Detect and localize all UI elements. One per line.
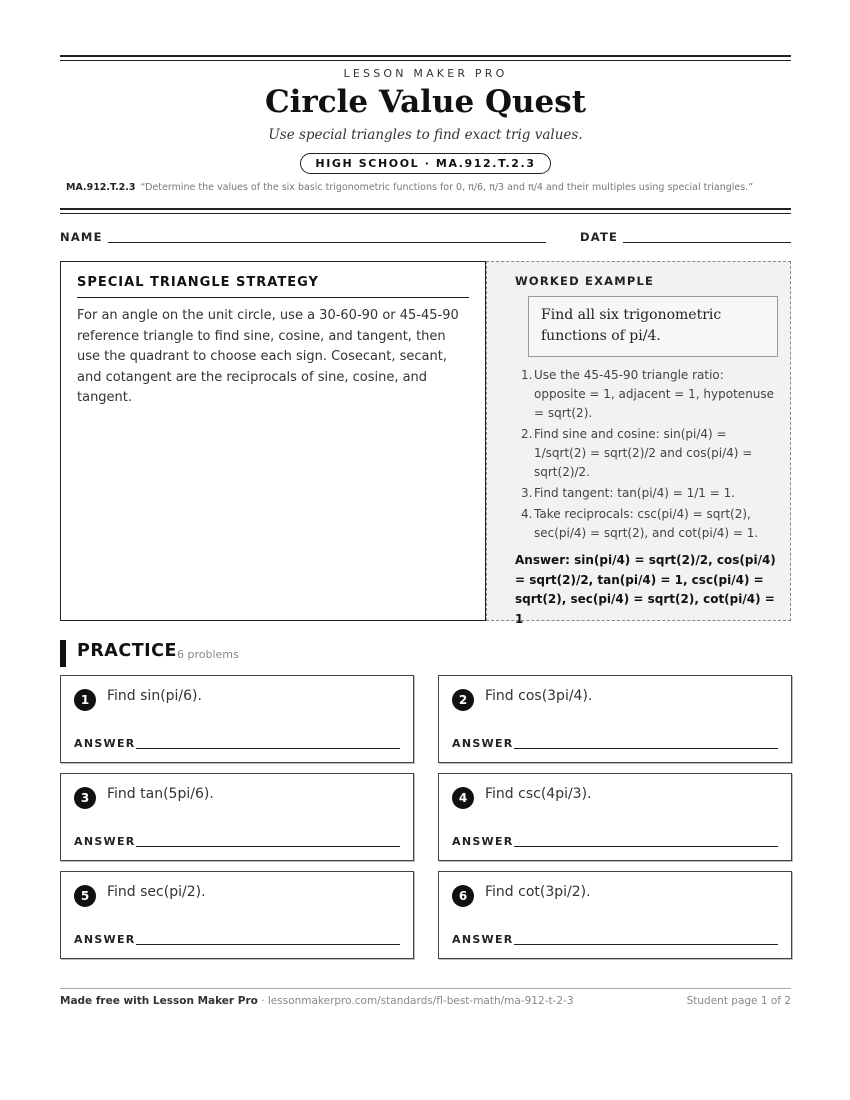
answer-field[interactable] (514, 944, 778, 945)
answer-label: ANSWER (452, 835, 514, 848)
problem-card-5 (60, 871, 414, 959)
step-number: 3. (521, 486, 533, 500)
worked-example-prompt: Find all six trigonometric functions of pi/4. (528, 296, 778, 357)
step-text: Find sine and cosine: sin(pi/4) = 1/sqrt(2) = sqrt(2)/2 and cos(pi/4) = sqrt(2)/2. (534, 427, 753, 479)
problem-question: Find cos(3pi/4). (485, 688, 593, 704)
worksheet-page (60, 0, 791, 1100)
answer-label: ANSWER (452, 737, 514, 750)
badge-wrap (60, 152, 791, 174)
answer-label: ANSWER (74, 933, 136, 946)
step-item (515, 505, 777, 543)
answer-label: ANSWER (74, 737, 136, 750)
step-item (515, 484, 777, 503)
problem-card-3 (60, 773, 414, 861)
grade-standard-badge: HIGH SCHOOL · MA.912.T.2.3 (300, 153, 550, 174)
problem-question: Find cot(3pi/2). (485, 884, 591, 900)
practice-title: PRACTICE (77, 641, 177, 661)
brand-name: LESSON MAKER PRO (343, 67, 508, 80)
top-rule (60, 55, 791, 57)
step-text: Use the 45-45-90 triangle ratio: opposite = 1, adjacent = 1, hypotenuse = sqrt(2). (534, 368, 775, 420)
worked-example-heading: WORKED EXAMPLE (515, 274, 655, 288)
step-item (515, 366, 777, 423)
answer-label: ANSWER (74, 835, 136, 848)
problem-question: Find tan(5pi/6). (107, 786, 214, 802)
footer-credit (60, 995, 574, 1007)
footer-url[interactable]: · lessonmakerpro.com/standards/fl-best-math/ma-912-t-2-3 (257, 995, 574, 1007)
answer-field[interactable] (514, 846, 778, 847)
practice-accent-bar (60, 640, 66, 667)
name-label: NAME (60, 230, 103, 244)
answer-field[interactable] (136, 748, 400, 749)
problem-question: Find csc(4pi/3). (485, 786, 592, 802)
problem-question: Find sec(pi/2). (107, 884, 206, 900)
name-field[interactable] (108, 242, 546, 243)
strategy-heading: SPECIAL TRIANGLE STRATEGY (77, 275, 469, 298)
problem-card-6 (438, 871, 792, 959)
footer-made-with: Made free with Lesson Maker Pro (60, 995, 258, 1007)
practice-count: 6 problems (177, 648, 239, 661)
step-text: Take reciprocals: csc(pi/4) = sqrt(2), sec(pi/4) = sqrt(2), and cot(pi/4) = 1. (534, 507, 759, 540)
problem-number: 5 (74, 885, 96, 907)
step-number: 4. (521, 507, 533, 521)
strategy-panel (60, 261, 486, 621)
step-number: 1. (521, 368, 533, 382)
answer-field[interactable] (514, 748, 778, 749)
step-item (515, 425, 777, 482)
step-number: 2. (521, 427, 533, 441)
header-bottom-rule (60, 208, 791, 210)
standard-code: MA.912.T.2.3 (66, 182, 136, 193)
answer-label: ANSWER (452, 933, 514, 946)
problem-card-4 (438, 773, 792, 861)
answer-field[interactable] (136, 944, 400, 945)
strategy-body: For an angle on the unit circle, use a 30-60-90 or 45-45-90 reference triangle to find sine, cosine, and tangent, then use the quadrant to choose each sign. Cosecant, secant, and cotangent are the reciprocals of sine, cosine, and tangent. (77, 308, 459, 405)
problem-number: 3 (74, 787, 96, 809)
answer-field[interactable] (136, 846, 400, 847)
worked-example-steps (515, 366, 777, 545)
page-subtitle: Use special triangles to find exact trig values. (268, 127, 583, 143)
page-title: Circle Value Quest (264, 84, 587, 120)
problem-question: Find sin(pi/6). (107, 688, 202, 704)
date-field[interactable] (623, 242, 791, 243)
problem-card-2 (438, 675, 792, 763)
problem-number: 6 (452, 885, 474, 907)
worked-example-panel (486, 261, 791, 626)
problem-card-1 (60, 675, 414, 763)
footer-page-number: Student page 1 of 2 (686, 995, 791, 1007)
worked-example-answer: Answer: sin(pi/4) = sqrt(2)/2, cos(pi/4) = sqrt(2)/2, tan(pi/4) = 1, csc(pi/4) = sqrt(2), sec(pi/4) = sqrt(2), cot(pi/4) = 1 (515, 553, 776, 626)
date-label: DATE (580, 230, 619, 244)
problem-number: 1 (74, 689, 96, 711)
standard-statement (66, 182, 791, 193)
footer-rule (60, 988, 791, 989)
problem-number: 4 (452, 787, 474, 809)
problem-number: 2 (452, 689, 474, 711)
step-text: Find tangent: tan(pi/4) = 1/1 = 1. (534, 486, 736, 500)
standard-text: “Determine the values of the six basic trigonometric functions for 0, π/6, π/3 and π/4 and their multiples using special triangles.” (140, 182, 754, 193)
